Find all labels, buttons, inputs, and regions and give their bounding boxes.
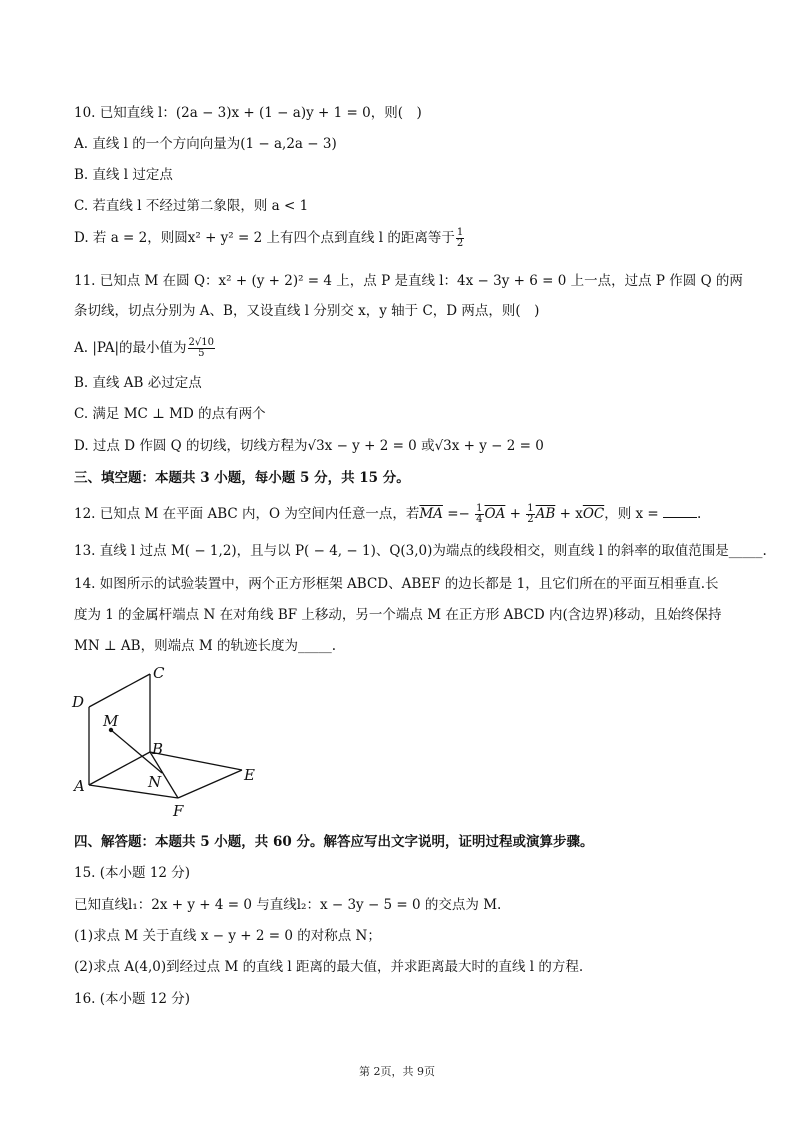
edge-af (89, 785, 178, 798)
edge-dc (89, 674, 150, 707)
label-b: B (152, 740, 164, 758)
page-footer: 第 2页，共 9页 (359, 1065, 435, 1078)
fraction-quarter (475, 504, 483, 525)
vector-ab: $\overline{AB}$ (535, 506, 556, 522)
fraction-denominator: 2 (527, 514, 534, 525)
q12-part2: =− (442, 506, 475, 522)
label-d: D (72, 693, 85, 711)
q14-figure (70, 660, 290, 825)
q10-option-a: A. 直线 l 的一个方向向量为(1 − a,2a − 3) (74, 136, 337, 152)
q14-line3: MN ⊥ AB，则端点 M 的轨迹长度为_____. (74, 638, 337, 654)
fraction-numerator: 1 (476, 503, 483, 514)
q14-line2: 度为 1 的金属杆端点 N 在对角线 BF 上移动，另一个端点 M 在正方形 ABCD 内(含边界)移动，且始终保持 (74, 607, 722, 623)
vector-ma: $\overline{MA}$ (419, 506, 443, 522)
label-m: M (103, 712, 119, 730)
fraction-min-pa (188, 338, 215, 359)
q10-option-d (74, 228, 465, 249)
answer-blank (663, 505, 697, 518)
fraction-numerator: 1 (527, 503, 534, 514)
q11-option-a-text: A. |PA|的最小值为 (74, 340, 187, 356)
q10-option-b: B. 直线 l 过定点 (74, 167, 173, 183)
q12-part3: + (505, 506, 526, 522)
fraction-half (526, 504, 534, 525)
q10-option-d-text: D. 若 a = 2，则圆x² + y² = 2 上有四个点到直线 l 的距离等于 (74, 230, 455, 246)
q11-option-d: D. 过点 D 作圆 Q 的切线，切线方程为√3x − y + 2 = 0 或√3x + y − 2 = 0 (74, 438, 544, 454)
edge-be (150, 752, 242, 770)
section-3-heading: 三、填空题：本题共 3 小题，每小题 5 分，共 15 分。 (74, 470, 410, 486)
q10-option-c: C. 若直线 l 不经过第二象限，则 a < 1 (74, 198, 309, 214)
fraction-denominator: 5 (198, 348, 205, 359)
fraction-denominator: 4 (476, 514, 483, 525)
q11-option-a (74, 338, 216, 359)
q15-stem: 已知直线l₁：2x + y + 4 = 0 与直线l₂：x − 3y − 5 = 0 的交点为 M. (74, 897, 502, 913)
q12-stem (74, 504, 701, 525)
q14-line1: 14. 如图所示的试验装置中，两个正方形框架 ABCD、ABEF 的边长都是 1，且它们所在的平面互相垂直.长 (74, 576, 719, 592)
q15-part1: (1)求点 M 关于直线 x − y + 2 = 0 的对称点 N； (74, 928, 381, 944)
label-a: A (74, 777, 85, 795)
q15-title: 15. (本小题 12 分) (74, 865, 191, 881)
fraction-numerator: 2√10 (188, 337, 214, 348)
q11-option-b: B. 直线 AB 必过定点 (74, 375, 202, 391)
q16-title: 16. (本小题 12 分) (74, 991, 191, 1007)
q10-stem: 10. 已知直线 l：(2a − 3)x + (1 − a)y + 1 = 0，则( ) (74, 105, 422, 121)
q11-stem-line1: 11. 已知点 M 在圆 Q：x² + (y + 2)² = 4 上，点 P 是直线 l：4x − 3y + 6 = 0 上一点，过点 P 作圆 Q 的两 (74, 273, 743, 289)
vector-oc: $\overline{OC}$ (582, 506, 605, 522)
q15-part2: (2)求点 A(4,0)到经过点 M 的直线 l 距离的最大值，并求距离最大时的直线 l 的方程. (74, 959, 584, 975)
fraction-denominator: 2 (456, 238, 464, 249)
q11-stem-line2: 条切线，切点分别为 A、B，又设直线 l 分别交 x，y 轴于 C，D 两点，则( ) (74, 303, 540, 319)
section-4-heading: 四、解答题：本题共 5 小题，共 60 分。解答应写出文字说明，证明过程或演算步骤。 (74, 834, 594, 850)
label-f: F (173, 802, 184, 820)
label-e: E (244, 766, 255, 784)
q12-part1: 12. 已知点 M 在平面 ABC 内，O 为空间内任意一点，若 (74, 506, 420, 522)
label-n: N (148, 773, 162, 791)
edge-fe (178, 770, 242, 798)
q12-part4: + x (555, 506, 583, 522)
fraction-numerator: 1 (456, 227, 464, 238)
vector-oa: $\overline{OA}$ (484, 506, 506, 522)
q12-part5: ，则 x = (604, 506, 664, 522)
q13-stem: 13. 直线 l 过点 M( − 1,2)，且与以 P( − 4, − 1)、Q(3,0)为端点的线段相交，则直线 l 的斜率的取值范围是_____. (74, 543, 767, 559)
edge-ab (89, 752, 150, 785)
fraction-one-half (456, 228, 464, 249)
q12-end: . (697, 506, 702, 522)
q11-option-c: C. 满足 MC ⊥ MD 的点有两个 (74, 406, 266, 422)
label-c: C (153, 664, 165, 682)
